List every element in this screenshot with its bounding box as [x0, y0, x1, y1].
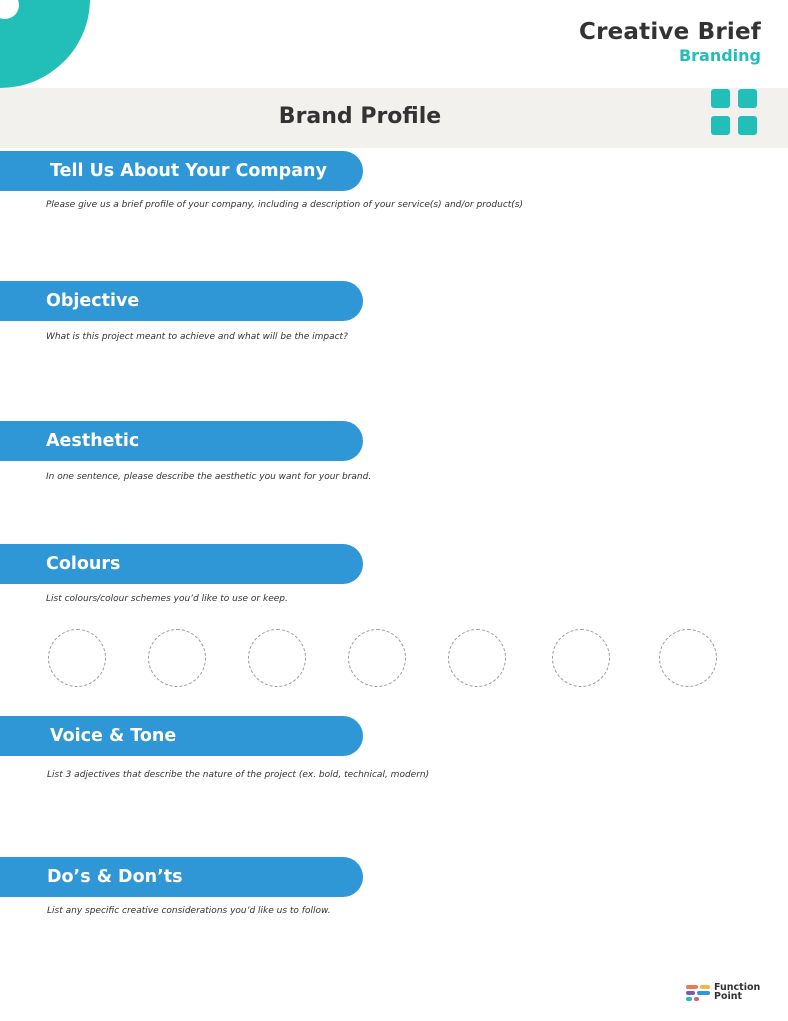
document-title — [579, 17, 761, 65]
colour-swatch-4[interactable] — [348, 629, 406, 687]
section-prompt-company: Please give us a brief profile of your company, including a description of your service(s) and/or product(s) — [46, 200, 524, 210]
section-header-aesthetic — [0, 421, 363, 461]
section-title: Tell Us About Your Company — [50, 161, 327, 181]
section-title: Objective — [46, 291, 140, 311]
brief-title: Creative Brief — [579, 19, 761, 45]
section-header-dos-donts — [0, 857, 363, 897]
colour-swatch-2[interactable] — [148, 629, 206, 687]
colour-swatch-5[interactable] — [448, 629, 506, 687]
section-prompt-colours: List colours/colour schemes you’d like to use or keep. — [46, 594, 288, 604]
section-header-voice-tone — [0, 716, 363, 756]
section-header-company — [0, 151, 363, 191]
page-title: Brand Profile — [278, 104, 442, 129]
grid-four-squares-icon — [711, 89, 759, 137]
colour-swatch-3[interactable] — [248, 629, 306, 687]
logo-line-1: Function — [714, 982, 761, 993]
colour-swatch-1[interactable] — [48, 629, 106, 687]
section-title: Aesthetic — [46, 431, 140, 451]
logo-line-2: Point — [714, 991, 743, 1002]
section-prompt-objective: What is this project meant to achieve and what will be the impact? — [46, 332, 348, 342]
logo-wordmark — [714, 983, 760, 1001]
colour-swatch-7[interactable] — [659, 629, 717, 687]
section-title: Do’s & Don’ts — [47, 867, 183, 887]
section-prompt-aesthetic: In one sentence, please describe the aesthetic you want for your brand. — [46, 472, 372, 482]
brand-profile-band — [0, 88, 788, 148]
section-prompt-voice-tone: List 3 adjectives that describe the nature of the project (ex. bold, technical, modern) — [47, 770, 430, 780]
section-title: Voice & Tone — [50, 726, 177, 746]
function-point-logo — [686, 983, 766, 1005]
logo-mark-icon — [686, 985, 712, 1003]
section-prompt-dos-donts: List any specific creative considerations you’d like us to follow. — [47, 906, 331, 916]
section-header-objective — [0, 281, 363, 321]
section-title: Colours — [46, 554, 121, 574]
section-header-colours — [0, 544, 363, 584]
colour-swatch-6[interactable] — [552, 629, 610, 687]
brief-subtitle: Branding — [678, 46, 761, 65]
corner-decoration — [0, 0, 90, 88]
